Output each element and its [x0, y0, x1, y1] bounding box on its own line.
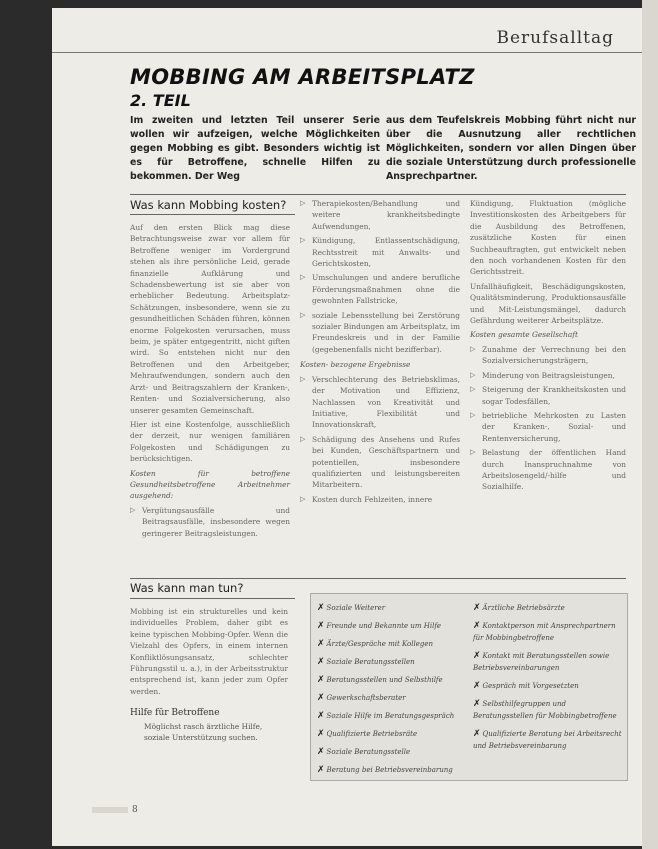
list-item: ▷ betriebliche Mehrkosten zu Lasten der Kranken-, Sozial- und Rentenversicherung, [470, 410, 626, 444]
paragraph: Hier ist eine Kostenfolge, ausschließlich der derzeit, nur wenigen familiären Folgekosten und Schädigungen zu berücksichtigen. [130, 419, 290, 464]
list-item: ▷ Schädigung des Ansehens und Rufes bei Kunden, Geschäftspartnern und potentiellen, insbesondere qualifizierten und leistungsbereiten Mitarbeitern. [300, 434, 460, 491]
list [300, 374, 460, 505]
x-mark-icon: ✗ [473, 651, 481, 661]
box-item: ✗ Gespräch mit Vorgesetzten [473, 681, 579, 691]
paragraph: Unfallhäufigkeit, Beschädigungskosten, Qualitätsminderung, Produktionsausfälle und Mit-Leistungsmängel, dadurch Gefährdung weiterer Arbeitsplätze. [470, 281, 626, 326]
list-item: ▷ soziale Lebensstellung bei Zerstörung sozialer Bindungen am Arbeitsplatz, im Freundeskreis und in der Familie (gegebenenfalls nicht bezifferbar). [300, 310, 460, 356]
column-3 [470, 198, 626, 497]
help-heading: Hilfe für Betroffene [130, 708, 220, 718]
x-mark-icon: ✗ [317, 639, 325, 649]
box-item: ✗ Gewerkschaftsberater [317, 693, 406, 703]
section-heading-costs: Was kann Mobbing kosten? [130, 198, 287, 212]
x-mark-icon: ✗ [317, 603, 325, 613]
box-item: ✗ Soziale Beratungsstellen [317, 657, 415, 667]
box-item: ✗ Selbsthilfegruppen und Beratungsstellen für Mobbingbetroffene [473, 699, 617, 720]
list [470, 344, 626, 493]
paragraph: Mobbing ist ein strukturelles und kein individuelles Problem, daher gibt es keine typischen Mobbing-Opfer. Wenn die Vielzahl des Opfers, in einem internen Konfliktlösungsansatz, schlechter Führungsstil u. a.), in der Arbeitsstruktur entsprechend ist, kann jeder zum Opfer werden. [130, 607, 288, 696]
column-2 [300, 198, 460, 509]
list-item: ▷ Kündigung, Entlassentschädigung, Rechtsstreit mit Anwalts- und Gerichtskosten, [300, 235, 460, 269]
list-item: ▷ Therapiekosten/Behandlung und weitere krankheitsbedingte Aufwendungen, [300, 198, 460, 232]
box-item: ✗ Kontakt mit Beratungsstellen sowie Betriebsvereinbarungen [473, 651, 610, 672]
list-item: ▷ Belastung der öffentlichen Hand durch Inanspruchnahme von Arbeitslosengeld/-hilfe und Sozialhilfe. [470, 447, 626, 493]
x-mark-icon: ✗ [317, 711, 325, 721]
page-edge [642, 0, 658, 849]
box-item: ✗ Beratungsstellen und Selbsthilfe [317, 675, 443, 685]
x-mark-icon: ✗ [317, 765, 325, 775]
divider [130, 578, 626, 579]
box-item: ✗ Qualifizierte Beratung bei Arbeitsrecht und Betriebsvereinbarung [473, 729, 622, 750]
list-item: ▷ Steigerung der Krankheitskosten und sogar Todesfällen, [470, 384, 626, 407]
x-mark-icon: ✗ [317, 747, 325, 757]
help-box-right-column [473, 602, 623, 758]
x-mark-icon: ✗ [317, 693, 325, 703]
box-item: ✗ Ärztliche Betriebsärzte [473, 603, 565, 613]
x-mark-icon: ✗ [317, 621, 325, 631]
help-box [310, 593, 628, 781]
paragraph: Auf den ersten Blick mag diese Betrachtungsweise zwar vor allem für Betroffene weniger im Vordergrund stehen als ihre persönliche Leid, gerade finanzielle Aufklärung und Schadensbewertung ist sie aber von erheblicher Bedeutung. Arbeitsplatz-Schätzungen, insbesondere, wenn sie zu gesundheitlichen Schäden führen, können enorme Folgekosten verursachen, muss beim, je später entgegentritt, nicht giften wird. So entstehen nicht nur den Betroffenen und den Arbeitgeber, Mehraufwendungen, sondern auch den Arzt- und Beitragszahlern der Kranken-, Renten- und Sozialversicherung, also unserer gesamten Gemeinschaft. [130, 223, 290, 415]
box-item: ✗ Soziale Beratungsstelle [317, 747, 411, 757]
box-item: ✗ Qualifizierte Betriebsräte [317, 729, 418, 739]
list-item: ▷ Umschulungen und andere berufliche Förderungsmaßnahmen ohne die gewohnten Fallstricke, [300, 272, 460, 306]
paragraph: Kündigung, Fluktuation (mögliche Investitionskosten des Arbeitgebers für die Ausbildung des Betroffenen, zusätzliche Kosten für einen Suchbeauftragten, gut entwickelt neben den noch vorhandenen Kosten für den Gerichtsstreit. [470, 199, 626, 277]
page-number: 8 [132, 805, 138, 815]
x-mark-icon: ✗ [473, 729, 481, 739]
intro-right: aus dem Teufelskreis Mobbing führt nicht nur über die Ausnutzung aller rechtlichen Möglichkeiten, sondern vor allen Dingen über die soziale Unterstützung durch professionelle Ansprechpartner. [386, 115, 636, 182]
list [130, 505, 290, 539]
article-title: MOBBING AM ARBEITSPLATZ [130, 65, 475, 89]
action-body [130, 606, 288, 700]
list-item: ▷ Verschlechterung des Betriebsklimas, der Motivation und Effizienz, Nachlassen von Kreativität und Initiative, Flexibilität und Innovationskraft, [300, 374, 460, 431]
box-item: ✗ Soziale Weiterer [317, 603, 386, 613]
box-item: ✗ Soziale Hilfe im Beratungsgespräch [317, 711, 455, 721]
x-mark-icon: ✗ [473, 681, 481, 691]
x-mark-icon: ✗ [317, 657, 325, 667]
heading-underline [130, 214, 295, 215]
x-mark-icon: ✗ [473, 621, 481, 631]
subheading: Kosten für betroffene Gesundheitsbetroffene Arbeitnehmer ausgehend: [130, 468, 290, 501]
section-header [52, 24, 642, 53]
magazine-page [52, 8, 642, 846]
list [300, 198, 460, 355]
x-mark-icon: ✗ [317, 729, 325, 739]
x-mark-icon: ✗ [473, 699, 481, 709]
intro-left: Im zweiten und letzten Teil unserer Serie wollen wir aufzeigen, welche Möglichkeiten gegen Mobbing es gibt. Besonders wichtig ist es für Betroffene, schnelle Hilfen zu bekommen. Der Weg [130, 115, 380, 182]
list-item: ▷ Kosten durch Fehlzeiten, innere [300, 494, 460, 505]
divider [130, 194, 626, 195]
box-item: ✗ Beratung bei Betriebsvereinbarung [317, 765, 453, 775]
list-item: ▷ Zunahme der Verrechnung bei den Sozialversicherungsträgern, [470, 344, 626, 367]
subheading: Kosten gesamte Gesellschaft [470, 330, 578, 340]
box-item: ✗ Ärzte/Gespräche mit Kollegen [317, 639, 433, 649]
column-1 [130, 222, 290, 543]
list-item: ▷ Minderung von Beitragsleistungen, [470, 370, 626, 381]
article-subtitle: 2. TEIL [130, 91, 191, 110]
subheading: Kosten- bezogene Ergebnisse [300, 360, 411, 370]
heading-underline [130, 598, 295, 599]
section-heading-action: Was kann man tun? [130, 581, 244, 595]
help-body: Möglichst rasch ärztliche Hilfe, soziale Unterstützung suchen. [144, 722, 263, 742]
box-item: ✗ Kontaktperson mit Ansprechpartnern für Mobbingbetroffene [473, 621, 616, 642]
help-box-left-column [317, 602, 467, 782]
page-number-bar [92, 807, 128, 813]
x-mark-icon: ✗ [473, 603, 481, 613]
list-item: ▷ Vergütungsausfälle und Beitragsausfälle, insbesondere wegen geringerer Beitragsleistungen. [130, 505, 290, 539]
x-mark-icon: ✗ [317, 675, 325, 685]
box-item: ✗ Freunde und Bekannte um Hilfe [317, 621, 442, 631]
header-title: Berufsalltag [496, 28, 614, 48]
